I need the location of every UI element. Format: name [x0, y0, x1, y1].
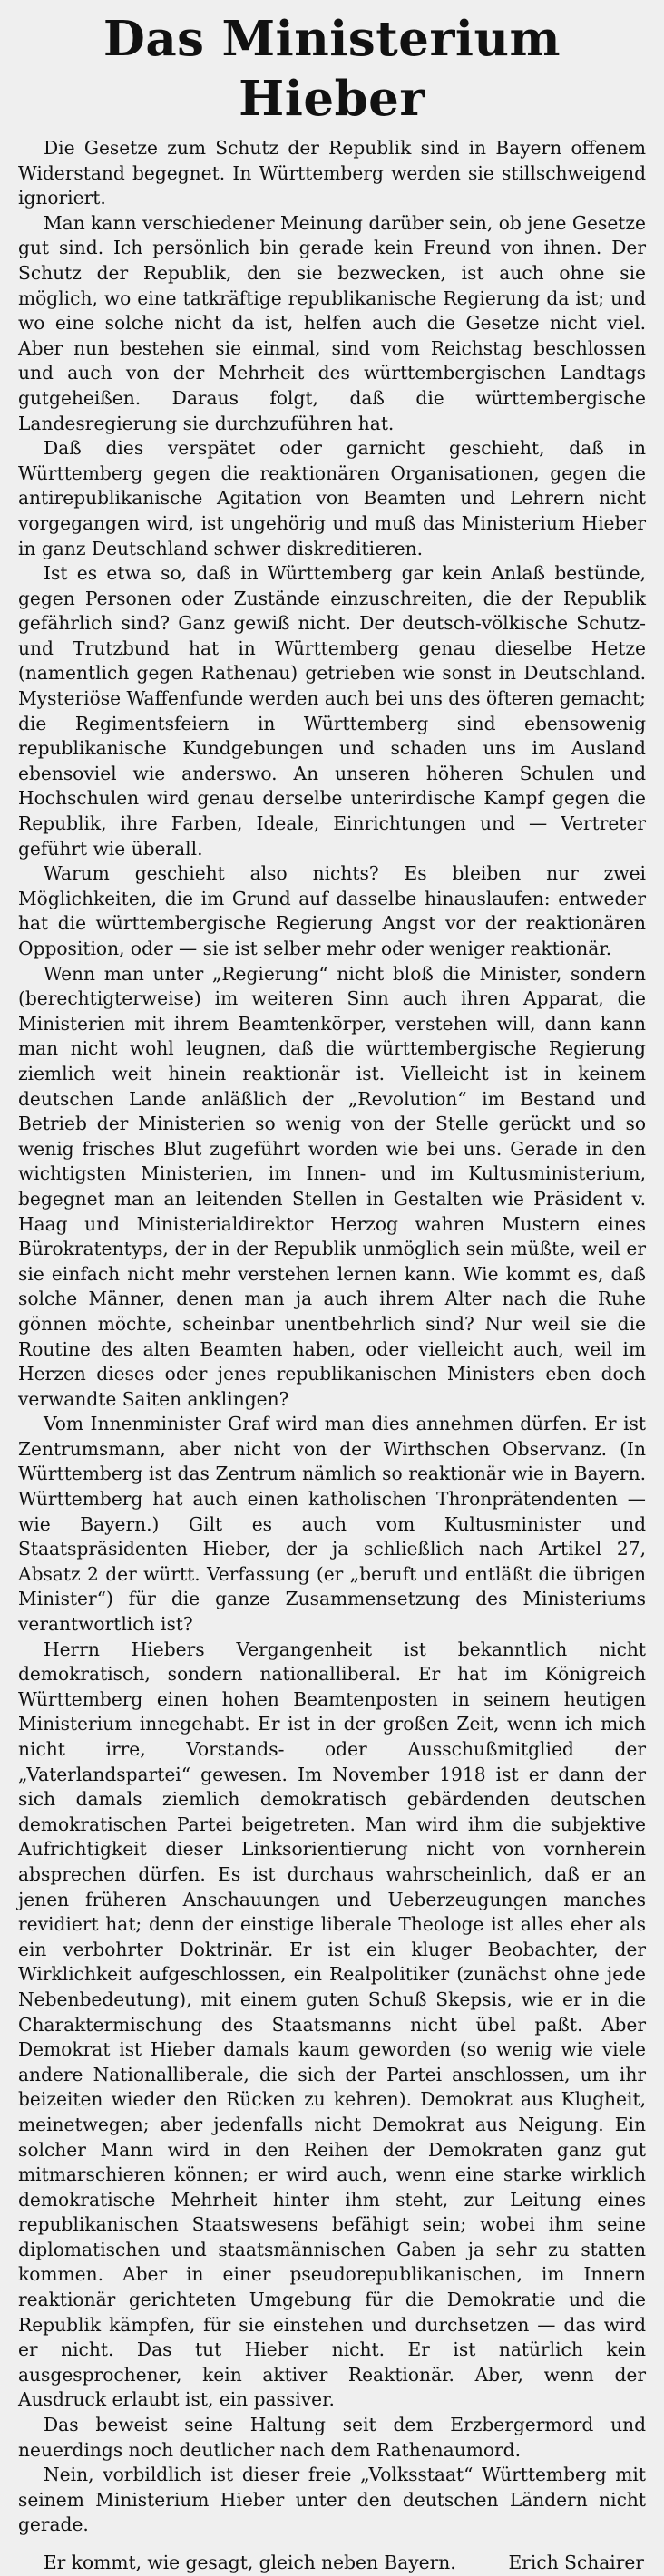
- article-paragraph-9: Das beweist seine Haltung seit dem Erzbergermord und neuerdings noch deutlicher nach dem Rathenaumord.: [18, 2414, 646, 2461]
- article-paragraph-2: Man kann verschiedener Meinung darüber sein, ob jene Gesetze gut sind. Ich persönlich bin gerade kein Freund von ihnen. Der Schutz der Republik, den sie bezwecken, ist auch ohne sie möglich, wo eine tatkräftige republikanische Regierung da ist; und wo eine solche nicht da ist, helfen auch die Gesetze nicht viel. Aber nun bestehen sie einmal, sind vom Reichstag beschlossen und auch von der Mehrheit des württembergischen Landtags gutgeheißen. Daraus folgt, daß die württembergische Landesregierung sie durchzuführen hat.: [18, 211, 646, 434]
- article-paragraph-7: Vom Innenminister Graf wird man dies annehmen dürfen. Er ist Zentrumsmann, aber nicht von der Wirthschen Observanz. (In Württemberg ist das Zentrum nämlich so reaktionär wie in Bayern. Württemberg hat auch einen katholischen Thronprätendenten — wie Bayern.) Gilt es auch vom Kultusminister und Staatspräsidenten Hieber, der ja schließlich nach Artikel 27, Absatz 2 der württ. Verfassung (er „beruft und entläßt die übrigen Minister“) für die ganze Zusammensetzung des Ministeriums verantwortlich ist?: [18, 1413, 646, 1636]
- article-body: [18, 136, 646, 2576]
- closing-sentence: Er kommt, wie gesagt, gleich neben Bayern.: [44, 2552, 456, 2573]
- author-signature: Erich Schairer: [508, 2552, 644, 2573]
- article-paragraph-3: Daß dies verspätet oder garnicht geschieht, daß in Württemberg gegen die reaktionären Organisationen, gegen die antirepublikanische Agitation von Beamten und Lehrern nicht vorgegangen wird, ist ungehörig und muß das Ministerium Hieber in ganz Deutschland schwer diskreditieren.: [18, 437, 646, 559]
- article-paragraph-10: Nein, vorbildlich ist dieser freie „Volksstaat“ Württemberg mit seinem Ministerium Hieber unter den deutschen Ländern nicht gerade.: [18, 2464, 646, 2536]
- article-paragraph-1: Die Gesetze zum Schutz der Republik sind in Bayern offenem Widerstand begegnet. In Württemberg werden sie stillschweigend ignoriert.: [18, 137, 646, 209]
- article-paragraph-4: Ist es etwa so, daß in Württemberg gar kein Anlaß bestünde, gegen Personen oder Zustände einzuschreiten, die der Republik gefährlich sind? Ganz gewiß nicht. Der deutsch-völkische Schutz- und Trutzbund hat in Württemberg genau dieselbe Hetze (namentlich gegen Rathenau) getrieben wie sonst in Deutschland. Mysteriöse Waffenfunde werden auch bei uns des öfteren gemacht; die Regimentsfeiern in Württemberg sind ebensowenig republikanische Kundgebungen und schaden uns im Ausland ebensoviel wie anderswo. An unseren höheren Schulen und Hochschulen wird genau derselbe unterirdische Kampf gegen die Republik, ihre Farben, Ideale, Einrichtungen und — Vertreter geführt wie überall.: [18, 562, 646, 860]
- article-paragraph-6: Wenn man unter „Regierung“ nicht bloß die Minister, sondern (berechtigterweise) im weiteren Sinn auch ihren Apparat, die Ministerien mit ihrem Beamtenkörper, verstehen will, dann kann man nicht wohl leugnen, daß die württembergische Regierung ziemlich weit hinein reaktionär ist. Vielleicht ist in keinem deutschen Lande anläßlich der „Revolution“ im Bestand und Betrieb der Ministerien so wenig von der Stelle gerückt und so wenig frisches Blut zugeführt worden wie bei uns. Gerade in den wichtigsten Ministerien, im Innen- und im Kultusministerium, begegnet man an leitenden Stellen in Gestalten wie Präsident v. Haag und Ministerialdirektor Herzog wahren Mustern eines Bürokratentyps, der in der Republik unmöglich sein müßte, weil er sie einfach nicht mehr verstehen lernen kann. Wie kommt es, daß solche Männer, denen man ja auch ihrem Alter nach die Ruhe gönnen möchte, scheinbar unentbehrlich sind? Nur weil sie die Routine des alten Beamten haben, oder vielleicht auch, weil im Herzen dieses oder jenes republikanischen Ministers eben doch verwandte Saiten anklingen?: [18, 962, 646, 1410]
- article-paragraph-8: Herrn Hiebers Vergangenheit ist bekanntlich nicht demokratisch, sondern nationalliberal. Er hat im Königreich Württemberg einen hohen Beamtenposten in seinem heutigen Ministerium innegehabt. Er ist in der großen Zeit, wenn ich mich nicht irre, Vorstands- oder Ausschußmitglied der „Vaterlandspartei“ gewesen. Im November 1918 ist er dann der sich damals ziemlich demokratisch gebärdenden deutschen demokratischen Partei beigetreten. Man wird ihm die subjektive Aufrichtigkeit dieser Linksorientierung nicht von vornherein absprechen dürfen. Es ist durchaus wahrscheinlich, daß er an jenen früheren Anschauungen und Ueberzeugungen manches revidiert hat; denn der einstige liberale Theologe ist alles eher als ein verbohrter Doktrinär. Er ist ein kluger Beobachter, der Wirklichkeit aufgeschlossen, ein Realpolitiker (zunächst ohne jede Nebenbedeutung), mit einem guten Schuß Skepsis, wie er in die Charaktermischung des Staatsmanns nicht übel paßt. Aber Demokrat ist Hieber damals kaum geworden (so wenig wie viele andere Nationalliberale, die sich der Partei anschlossen, um ihr beizeiten wieder den Rücken zu kehren). Demokrat aus Klugheit, meinetwegen; aber jedenfalls nicht Demokrat aus Neigung. Ein solcher Mann wird in den Reihen der Demokraten ganz gut mitmarschieren können; er wird auch, wenn eine starke wirklich demokratische Mehrheit hinter ihm steht, zur Leitung eines republikanischen Staatswesens befähigt sein; wobei ihm seine diplomatischen und staatsmännischen Gaben ja sehr zu statten kommen. Aber in einer pseudorepublikanischen, im Innern reaktionär gerichteten Umgebung für die Demokratie und die Republik kämpfen, für sie einstehen und durchsetzen — das wird er nicht. Das tut Hieber nicht. Er ist natürlich kein ausgesprochener, kein aktiver Reaktionär. Aber, wenn der Ausdruck erlaubt ist, ein passiver.: [18, 1638, 646, 2411]
- article-paragraph-5: Warum geschieht also nichts? Es bleiben nur zwei Möglichkeiten, die im Grund auf dasselbe hinauslaufen: entweder hat die württembergische Regierung Angst vor der reaktionären Opposition, oder — sie ist selber mehr oder weniger reaktionär.: [18, 862, 646, 959]
- article-title: Das Ministerium Hieber: [103, 11, 561, 127]
- signature-line: [18, 2551, 646, 2576]
